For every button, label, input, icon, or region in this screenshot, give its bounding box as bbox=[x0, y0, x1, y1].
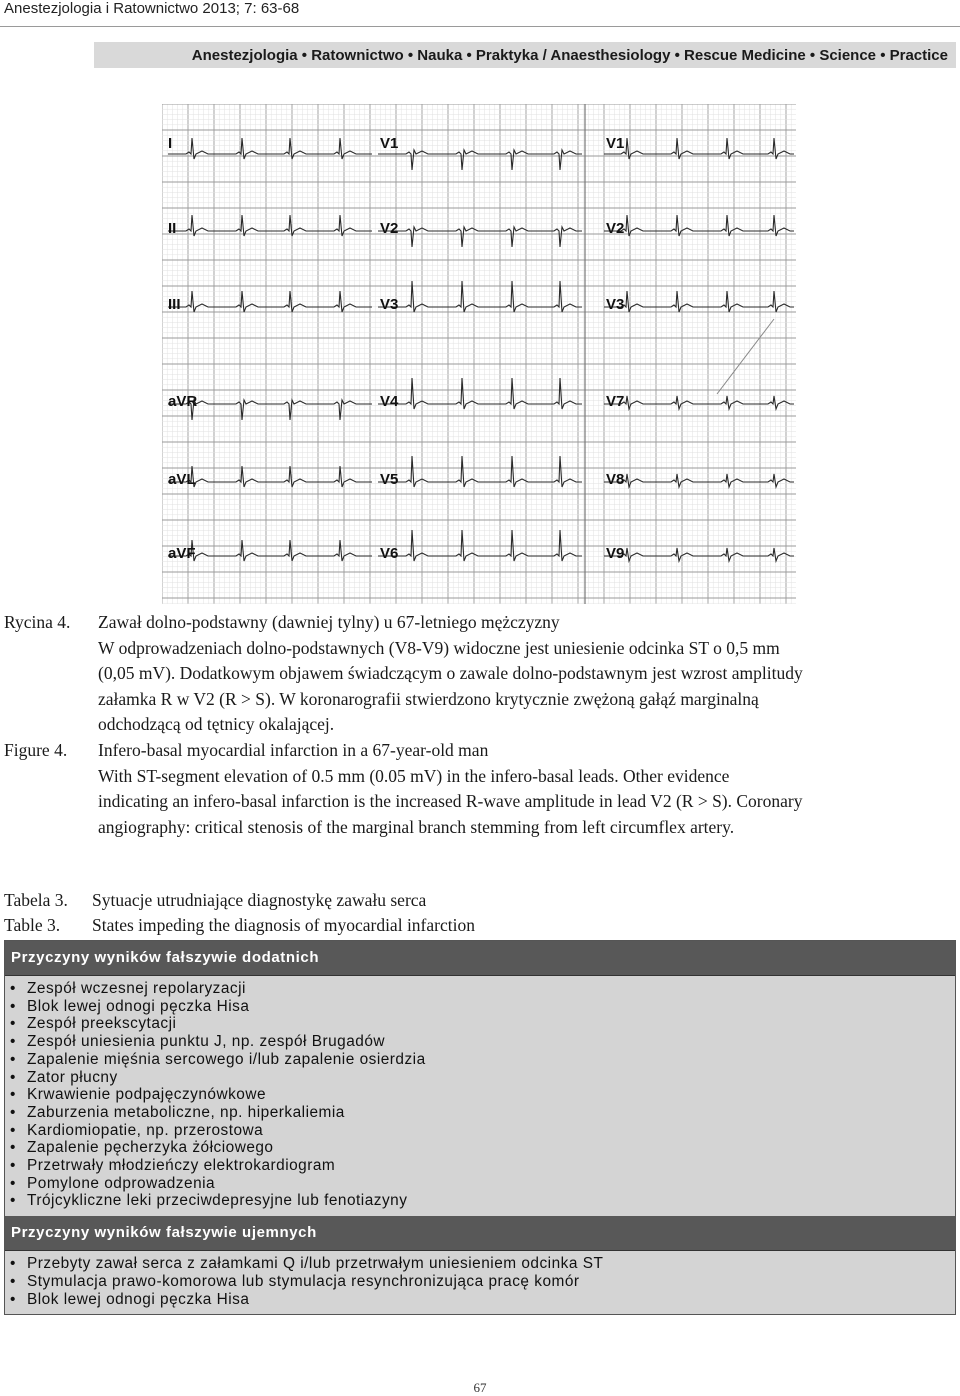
list-item: • Przetrwały młodzieńczy elektrokardiogram bbox=[5, 1157, 955, 1175]
false-negative-list bbox=[5, 1251, 955, 1314]
caption-line: (0,05 mV). Dodatkowym objawem świadczącym o zawale dolno-podstawnym jest wzrost amplitudy bbox=[98, 663, 803, 684]
lead-label: V3 bbox=[606, 296, 625, 313]
lead-label: V4 bbox=[380, 393, 399, 410]
caption-line: indicating an infero-basal infarction is the increased R-wave amplitude in lead V2 (R > S). Coronary bbox=[98, 791, 803, 812]
list-item: • Blok lewej odnogi pęczka Hisa bbox=[5, 998, 955, 1016]
lead-label: II bbox=[168, 220, 177, 237]
figure-caption bbox=[0, 610, 960, 840]
page-number: 67 bbox=[473, 1380, 487, 1395]
lead-label: V3 bbox=[380, 296, 399, 313]
ecg-figure bbox=[162, 104, 796, 604]
lead-label: V8 bbox=[606, 471, 625, 488]
list-item: • Krwawienie podpajęczynówkowe bbox=[5, 1086, 955, 1104]
caption-line: W odprowadzeniach dolno-podstawnych (V8-V9) widoczne jest uniesienie odcinka ST o 0,5 mm bbox=[98, 637, 780, 658]
lead-label: aVL bbox=[168, 471, 196, 488]
lead-label: V7 bbox=[606, 393, 625, 410]
causes-table bbox=[4, 940, 956, 1315]
caption-line: With ST-segment elevation of 0.5 mm (0.05 mV) in the infero-basal leads. Other evidence bbox=[98, 765, 730, 786]
list-item: • Zespół preekscytacji bbox=[5, 1015, 955, 1033]
list-item: • Stymulacja prawo-komorowa lub stymulacja resynchronizująca pracę komór bbox=[5, 1273, 955, 1291]
table-title-en: States impeding the diagnosis of myocardial infarction bbox=[92, 915, 475, 935]
header-rule bbox=[0, 26, 960, 27]
list-item: • Trójcykliczne leki przeciwdepresyjne lub fenotiazyny bbox=[5, 1192, 955, 1210]
section-header-false-negative: Przyczyny wyników fałszywie ujemnych bbox=[5, 1216, 955, 1251]
list-item: • Pomylone odprowadzenia bbox=[5, 1175, 955, 1193]
caption-label-pl: Rycina 4. bbox=[4, 612, 71, 632]
lead-label: V1 bbox=[380, 135, 399, 152]
caption-line: Zawał dolno-podstawny (dawniej tylny) u 67-letniego mężczyzny bbox=[98, 612, 560, 632]
list-item: • Zespół wczesnej repolaryzacji bbox=[5, 980, 955, 998]
caption-label-en: Figure 4. bbox=[4, 739, 68, 760]
caption-line: odchodzącą od tętnicy okalającej. bbox=[98, 714, 335, 735]
caption-text-pl bbox=[98, 610, 960, 738]
lead-label: V2 bbox=[380, 220, 399, 237]
table-label-en: Table 3. bbox=[4, 915, 61, 935]
list-item: • Zapalenie pęcherzyka żółciowego bbox=[5, 1139, 955, 1157]
list-item: • Zapalenie mięśnia sercowego i/lub zapalenie osierdzia bbox=[5, 1051, 955, 1069]
list-item: • Zator płucny bbox=[5, 1069, 955, 1087]
caption-line: angiography: critical stenosis of the marginal branch stemming from left circumflex artery. bbox=[98, 816, 735, 837]
lead-label: V9 bbox=[606, 545, 625, 562]
caption-line: Infero-basal myocardial infarction in a 67-year-old man bbox=[98, 739, 489, 760]
journal-banner: Anestezjologia • Ratownictwo • Nauka • Praktyka / Anaesthesiology • Rescue Medicine • Science • Practice bbox=[94, 42, 956, 68]
lead-label: V5 bbox=[380, 471, 399, 488]
list-item: • Przebyty zawał serca z załamkami Q i/lub przetrwałym uniesieniem odcinka ST bbox=[5, 1255, 955, 1273]
table-label-pl: Tabela 3. bbox=[4, 890, 68, 910]
list-item: • Blok lewej odnogi pęczka Hisa bbox=[5, 1291, 955, 1309]
lead-label: III bbox=[168, 296, 181, 313]
caption-line: załamka R w V2 (R > S). W koronarografii stwierdzono krytycznie zwężoną gałąź marginalną bbox=[98, 688, 759, 709]
lead-label: I bbox=[168, 135, 173, 152]
lead-label: V6 bbox=[380, 545, 399, 562]
running-head: Anestezjologia i Ratownictwo 2013; 7: 63-68 bbox=[4, 0, 300, 17]
lead-label: V1 bbox=[606, 135, 625, 152]
lead-label: aVF bbox=[168, 545, 196, 562]
list-item: • Kardiomiopatie, np. przerostowa bbox=[5, 1122, 955, 1140]
lead-label: V2 bbox=[606, 220, 625, 237]
table-title-pl: Sytuacje utrudniające diagnostykę zawału serca bbox=[92, 890, 427, 910]
false-positive-list bbox=[5, 976, 955, 1216]
list-item: • Zespół uniesienia punktu J, np. zespół Brugadów bbox=[5, 1033, 955, 1051]
table-title-block bbox=[4, 888, 475, 938]
lead-label: aVR bbox=[168, 393, 198, 410]
ecg-strip bbox=[162, 104, 796, 604]
list-item: • Zaburzenia metaboliczne, np. hiperkaliemia bbox=[5, 1104, 955, 1122]
caption-text-en bbox=[98, 738, 960, 840]
section-header-false-positive: Przyczyny wyników fałszywie dodatnich bbox=[5, 941, 955, 976]
